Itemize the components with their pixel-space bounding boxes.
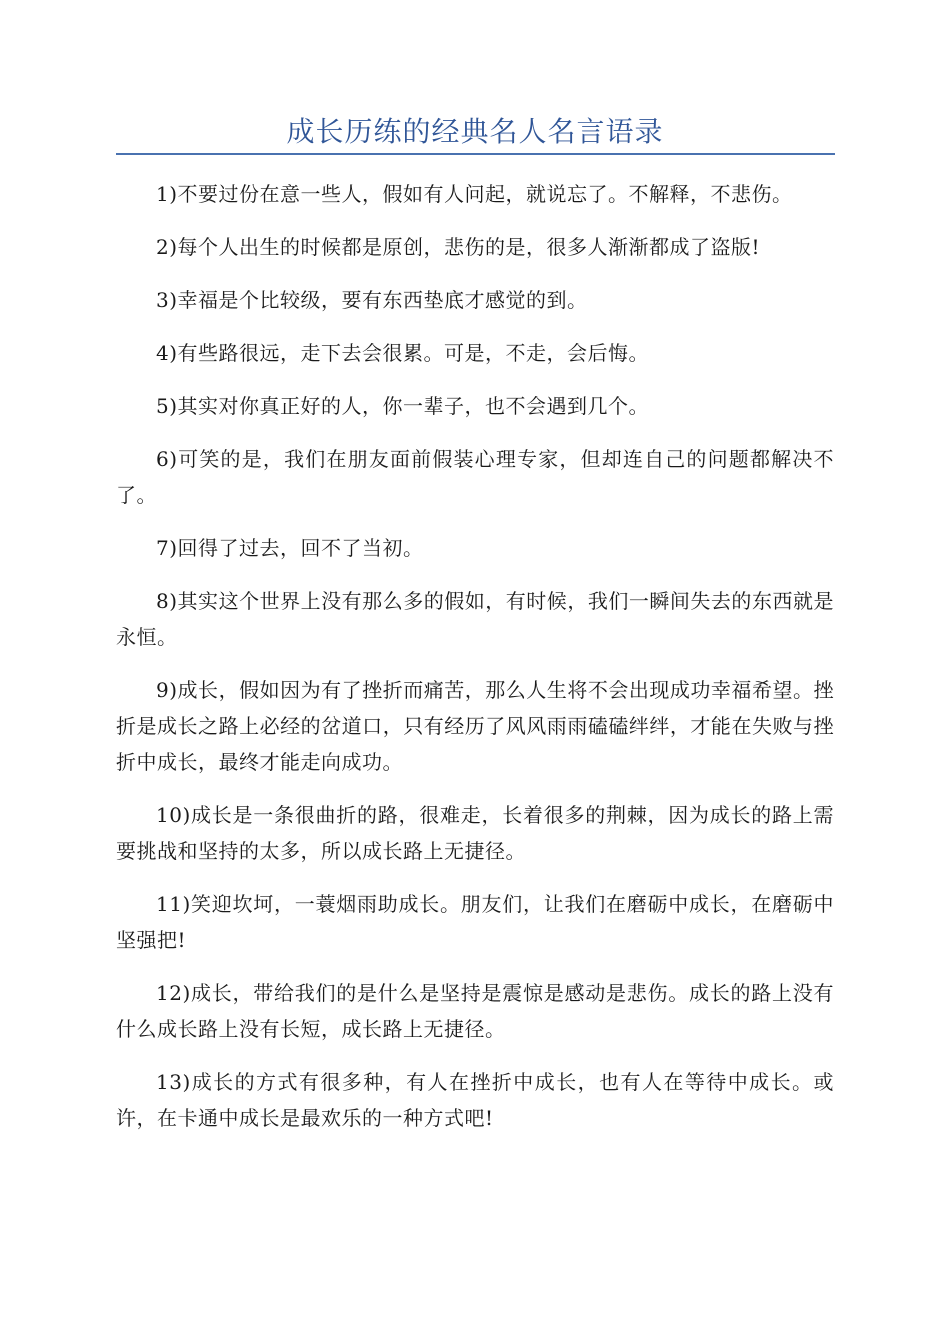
- document-title: 成长历练的经典名人名言语录: [286, 115, 664, 148]
- quote-paragraph: 5)其实对你真正好的人，你一辈子，也不会遇到几个。: [156, 394, 650, 418]
- quote-paragraph: 3)幸福是个比较级，要有东西垫底才感觉的到。: [156, 288, 588, 312]
- quote-paragraph: 2)每个人出生的时候都是原创，悲伤的是，很多人渐渐都成了盗版!: [156, 235, 761, 259]
- quote-paragraph: 4)有些路很远，走下去会很累。可是，不走，会后悔。: [156, 341, 650, 365]
- quote-paragraph: 8)其实这个世界上没有那么多的假如，有时候，我们一瞬间失去的东西就是永恒。: [116, 589, 834, 649]
- quote-paragraph: 13)成长的方式有很多种，有人在挫折中成长，也有人在等待中成长。或许，在卡通中成长是最欢乐的一种方式吧!: [116, 1070, 834, 1130]
- quote-paragraph: 6)可笑的是，我们在朋友面前假装心理专家，但却连自己的问题都解决不了。: [116, 447, 834, 507]
- quote-paragraph: 9)成长，假如因为有了挫折而痛苦，那么人生将不会出现成功幸福希望。挫折是成长之路上必经的岔道口，只有经历了风风雨雨磕磕绊绊，才能在失败与挫折中成长，最终才能走向成功。: [116, 678, 834, 774]
- title-underline: [116, 153, 835, 155]
- quote-paragraph: 1)不要过份在意一些人，假如有人问起，就说忘了。不解释，不悲伤。: [156, 182, 793, 206]
- quote-paragraph: 12)成长，带给我们的是什么是坚持是震惊是感动是悲伤。成长的路上没有什么成长路上没有长短，成长路上无捷径。: [116, 981, 834, 1041]
- quote-paragraph: 10)成长是一条很曲折的路，很难走，长着很多的荆棘，因为成长的路上需要挑战和坚持的太多，所以成长路上无捷径。: [116, 803, 834, 863]
- quote-paragraph: 7)回得了过去，回不了当初。: [156, 536, 424, 560]
- quotes-list: [116, 176, 834, 1153]
- quote-paragraph: 11)笑迎坎坷，一蓑烟雨助成长。朋友们，让我们在磨砺中成长，在磨砺中坚强把!: [116, 892, 834, 952]
